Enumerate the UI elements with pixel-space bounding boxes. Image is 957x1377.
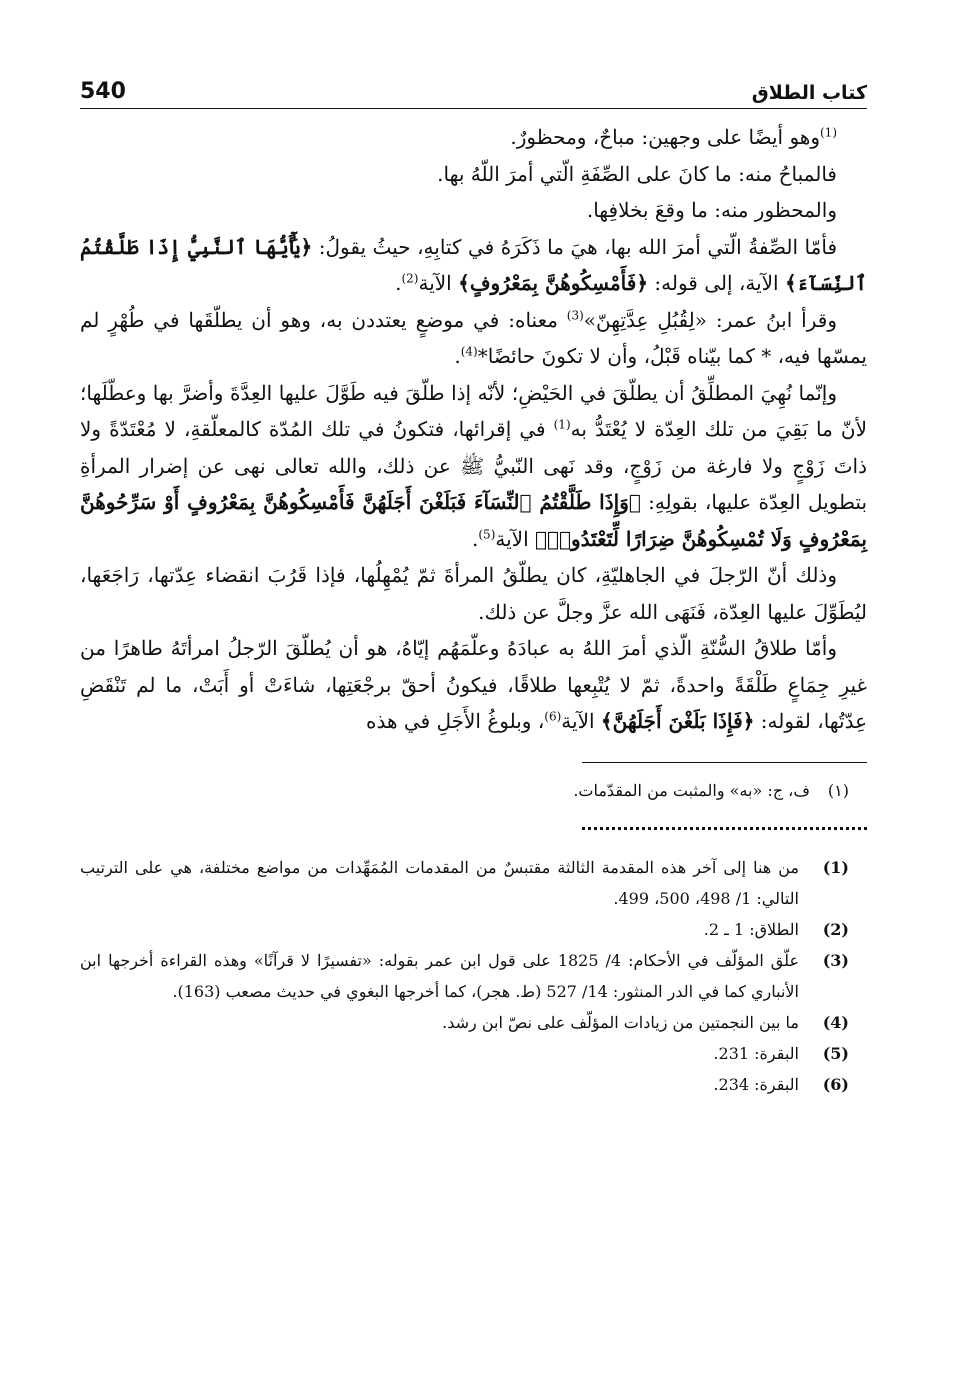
paragraph [80, 630, 867, 740]
paragraph-text: الآية [561, 709, 601, 733]
paragraph-text: وإنّما نُهِيَ المطلِّقُ أن يطلّقَ في الحَيْضِ؛ لأنّه إذا طلّقَ فيه طَوَّلَ عليها العِدَّةَ وأضرَّ بها وعطّلَها؛ لأنّ ما بَقِيَ من تلك العِدّة لا يُعْتَدُّ به [80, 380, 868, 441]
paragraph-text: الآية [495, 526, 535, 551]
paragraph-text: . [454, 344, 461, 368]
paragraph-text: معناه: في موضعٍ يعتددن به، وهو أن يطلّقَها في طُهْرٍ لم يمسّها فيه، * كما بيّناه قَبْلُ، وأن لا تكونَ حائضًا* [80, 307, 867, 368]
footnote-number: (4) [822, 1012, 849, 1032]
footnote-ref: (2) [401, 271, 419, 286]
footnote-number: (6) [822, 1074, 849, 1094]
paragraph-text: الآية [418, 271, 459, 295]
paragraph [80, 229, 867, 302]
footnote [80, 1007, 849, 1038]
paragraph-text: . [472, 526, 479, 551]
paragraph-text: . [395, 271, 402, 295]
quran-verse: ﴿فَإِذَا بَلَغْنَ أَجَلَهُنَّ﴾ [600, 709, 755, 733]
quran-verse: ﴿يَٰٓأَيُّهَا ٱلنَّبِيُّ إِذَا طَلَّقْتُمُ ٱلنِّسَآءَ﴾ [80, 234, 867, 295]
footnote-ref: (6) [544, 709, 562, 724]
paragraph [80, 119, 867, 156]
paragraph-text: وقرأ ابنُ عمر: «لِقُبُلِ عِدَّتِهِنّ» [583, 307, 837, 332]
paragraph-text: الآية، إلى قوله: [648, 271, 785, 295]
footnote-text: الطلاق: 1 ـ 2. [703, 919, 799, 939]
paragraph [80, 375, 867, 558]
footnote-text: علّق المؤلّف في الأحكام: 4/ 1825 على قول ابن عمر بقوله: «تفسيرًا لا قرآنًا» وهذه القراءة أخرجها ابن الأنباري كما في الدر المنثور: 14/ 527 (ط. هجر)، كما أخرجها البغوي في حديث مصعب (163). [80, 950, 799, 1001]
footnote-ref: (4) [460, 344, 478, 359]
dotted-separator [582, 827, 867, 836]
paragraph: والمحظور منه: ما وقعَ بخلافِها. [586, 198, 837, 222]
paragraph: وذلك أنّ الرّجلَ في الجاهليّةِ، كان يطلّقُ المرأةَ ثمّ يُمْهِلُها، فإذا قَرُبَ انقضاء عِدّتها، رَاجَعَها، ليُطَوِّلَ عليها العِدّة، فَنَهَى الله عزَّ وجلَّ عن ذلك. [80, 563, 867, 624]
footnotes [80, 852, 867, 1100]
footnote-ref: (3) [566, 307, 584, 322]
variant-note-number: (١) [827, 780, 849, 800]
footnote-separator [582, 762, 867, 763]
footnote-ref: (1) [553, 417, 571, 432]
running-title: كتاب الطلاق [751, 82, 867, 104]
footnote-text: من هنا إلى آخر هذه المقدمة الثالثة مقتبسٌ من المقدمات المُمَهِّدات من مواضع مختلفة، هي على الترتيب التالي: 1/ 498، 500، 499. [80, 857, 799, 908]
footnote-text: البقرة: 231. [713, 1043, 799, 1063]
quran-verse: ﴿وَإِذَا طَلَّقْتُمُ ٱلنِّسَآءَ فَبَلَغْنَ أَجَلَهُنَّ فَأَمْسِكُوهُنَّ بِمَعْرُوفٍ أَوْ سَرِّحُوهُنَّ بِمَعْرُوفٍ وَلَا تُمْسِكُوهُنَّ ضِرَارًا لِّتَعْتَدُوا۟﴾ [80, 490, 867, 551]
footnote [80, 945, 849, 1007]
variant-note [80, 777, 849, 805]
footnote [80, 852, 849, 914]
paragraph-text: ، وبلوغُ الأَجَلِ في هذه [366, 709, 545, 733]
footnote [80, 914, 849, 945]
book-page [80, 60, 867, 1320]
footnote-ref: (1) [820, 125, 837, 140]
main-text [80, 119, 867, 740]
quran-verse: ﴿فَأَمْسِكُوهُنَّ بِمَعْرُوفٍ﴾ [458, 271, 649, 295]
paragraph [80, 302, 867, 375]
footnote-ref: (5) [478, 526, 496, 541]
paragraph-text: في إقرائها، فتكونُ في تلك المُدّة كالمعلّقةِ، لا مُعْتَدّةً ولا ذاتَ زَوْجٍ ولا فارغة من زَوْجٍ، وقد نَهى النّبيُّ ﷺ عن ذلك، والله تعالى نهى عن إضرار المرأةِ بتطويل العِدّة عليها، بقولِهِ: [80, 417, 868, 514]
paragraph-text: وأمّا طلاقُ السُّنّةِ الّذي أمرَ اللهُ به عبادَهُ وعلّمَهُم إيّاهُ، هو أن يُطلّقَ الرّجلُ امرأتَهُ طاهرًا من غيرِ جِمَاعٍ طَلْقَةً واحدةً، ثمّ لا يُتْبِعها طلاقًا، فيكونُ أحقّ برجْعَتِها، شاءَتْ أو أَبَتْ، ما لم تَنْقَضِ عِدّتُها، لقوله: [80, 636, 867, 733]
footnote-number: (1) [822, 857, 849, 877]
paragraph-text: وهو أيضًا على وجهين: مباحٌ، ومحظورٌ. [510, 125, 820, 149]
variant-note-text: ف، ج: «به» والمثبت من المقدّمات. [573, 780, 810, 800]
page-number: 540 [80, 79, 126, 104]
footnote-number: (2) [822, 919, 849, 939]
footnote-number: (5) [822, 1043, 849, 1063]
footnote [80, 1038, 849, 1069]
footnote-number: (3) [822, 950, 849, 970]
paragraph: فالمباحُ منه: ما كانَ على الصِّفَةِ الّتي أمرَ اللّهُ بها. [437, 161, 837, 186]
footnote [80, 1069, 849, 1100]
footnote-text: البقرة: 234. [713, 1074, 799, 1094]
footnote-text: ما بين النجمتين من زيادات المؤلّف على نصّ ابن رشد. [442, 1012, 799, 1032]
paragraph-text: فأمّا الصِّفةُ الّتي أمرَ الله بها، هيَ ما ذَكَرَهُ في كتابِهِ، حيثُ يقولُ: [312, 234, 837, 259]
page-header [80, 60, 867, 109]
